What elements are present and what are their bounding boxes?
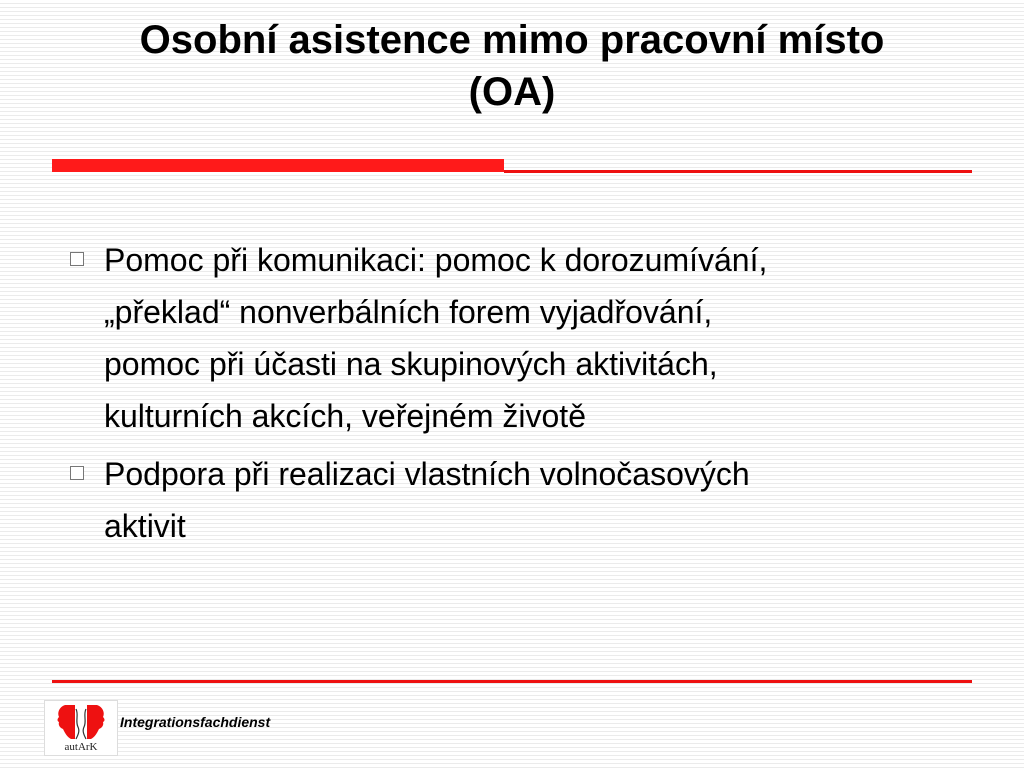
footer-organization-name: Integrationsfachdienst <box>120 714 271 730</box>
slide-title <box>40 14 984 118</box>
bullet-text-line: Pomoc při komunikaci: pomoc k dorozumívání, <box>104 242 768 278</box>
checkbox-bullet-icon <box>70 466 84 480</box>
logo-wordmark: autArK <box>64 741 98 753</box>
title-underline-thick <box>52 159 504 172</box>
footer-divider <box>52 680 972 683</box>
bullet-list <box>64 234 964 558</box>
bullet-text-line: „překlad“ nonverbálních forem vyjadřování, <box>104 294 713 330</box>
bullet-text-line: kulturních akcích, veřejném životě <box>104 398 586 434</box>
bullet-item-leisure <box>64 448 964 552</box>
faces-logo-icon <box>45 701 117 743</box>
bullet-text-line: Podpora při realizaci vlastních volnočasových <box>104 456 750 492</box>
title-underline-thin <box>504 170 972 173</box>
slide-title-line-2: (OA) <box>468 70 556 114</box>
checkbox-bullet-icon <box>70 252 84 266</box>
autark-logo <box>44 700 118 756</box>
bullet-text-line: aktivit <box>104 508 186 544</box>
slide-title-line-1: Osobní asistence mimo pracovní místo <box>139 18 885 62</box>
bullet-text-line: pomoc při účasti na skupinových aktivitách, <box>104 346 718 382</box>
bullet-item-communication <box>64 234 964 442</box>
